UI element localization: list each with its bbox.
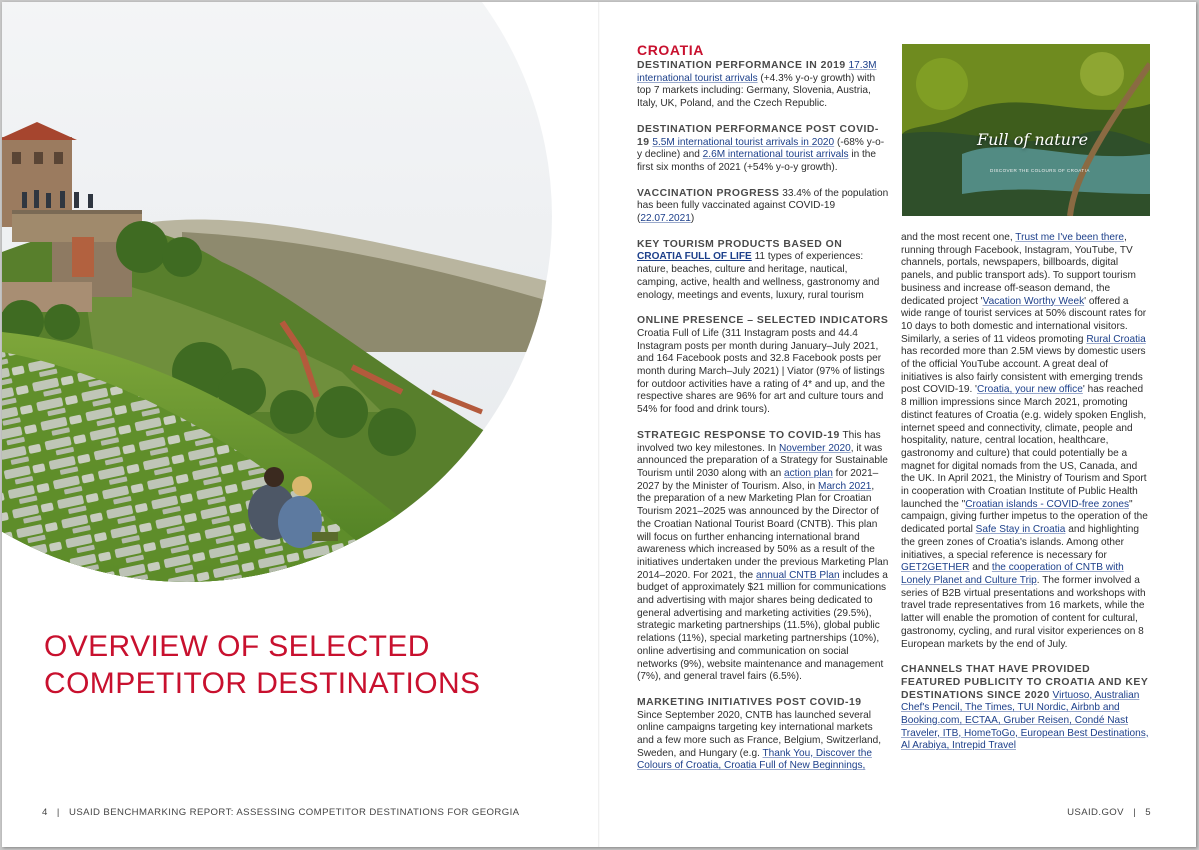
page-headline: [44, 628, 564, 702]
link-your-new-office[interactable]: Croatia, your new office: [976, 384, 1083, 396]
link-november-2020[interactable]: November 2020: [778, 442, 851, 454]
right-column-1: [637, 42, 889, 773]
photo-illustration: [2, 2, 552, 582]
section-key-products: [637, 239, 889, 303]
link-covid-free-zones[interactable]: Croatian islands - COVID-free zones: [965, 498, 1130, 510]
section-heading: MARKETING INITIATIVES POST COVID-19: [637, 696, 862, 708]
section-heading: VACCINATION PROGRESS: [637, 187, 780, 199]
section-text: (-68% y-o-y decline) and: [637, 136, 885, 161]
section-text: and highlighting the green zones of Croatia's islands. Among other initiatives, a special reference is necessary for: [901, 524, 1139, 561]
link-vaccination-date[interactable]: 22.07.2021: [640, 213, 691, 225]
section-heading: KEY TOURISM PRODUCTS BASED ON: [637, 238, 843, 250]
section-text: This has involved two key milestones. In: [637, 429, 881, 454]
right-column-2: [901, 232, 1151, 753]
link-trust-me[interactable]: Trust me I've been there: [1015, 232, 1125, 243]
section-text: Since September 2020, CNTB has launched several online campaigns targeting key international markets and a few more such as France, Belgium, Switzerland, Sweden, and Hungary (e.g.: [637, 709, 882, 759]
section-text: 11 types of experiences: nature, beaches, culture and heritage, nautical, camping, active, health and wellness, gastronomy and enology, meetings and events, luxury, rural tourism: [637, 251, 880, 301]
section-strategic-response: [637, 430, 889, 684]
link-lonely-planet[interactable]: the cooperation of CNTB with Lonely Planet and Culture Trip: [901, 562, 1124, 586]
section-text: " campaign, giving further impetus to the operation of the dedicated portal: [901, 498, 1148, 536]
section-heading: CHANNELS THAT HAVE PROVIDED FEATURED PUBLICITY TO CROATIA AND KEY DESTINATIONS SINCE 2020: [901, 664, 1149, 701]
section-online-presence: [637, 315, 889, 417]
section-vaccination: [637, 188, 889, 226]
headline-line-1: OVERVIEW OF SELECTED: [44, 630, 430, 663]
section-heading: STRATEGIC RESPONSE TO COVID-19: [637, 429, 840, 441]
section-heading: DESTINATION PERFORMANCE IN 2019: [637, 60, 846, 71]
report-spread: [2, 2, 1196, 847]
section-text: and: [969, 562, 992, 574]
thumbnail-title: Full of nature: [977, 130, 1089, 149]
right-page-footer: USAID.GOV | 5: [1067, 807, 1151, 818]
section-text: ' offered a wide range of tourist services at 50% discount rates for 10 days to both domestic and international visitors. Similarly, a series of 11 videos promoting: [901, 295, 1147, 345]
section-marketing-initiatives-cont: [901, 232, 1151, 651]
page-gutter: [598, 2, 600, 847]
section-featured-channels: [901, 664, 1151, 753]
section-text: 33.4% of the population has been fully vaccinated against COVID-19 (: [637, 187, 889, 225]
section-performance-post-covid: [637, 124, 889, 175]
section-text: (+4.3% y-o-y growth) with top 7 markets including: Germany, Slovenia, Austria, Italy, UK, Poland, and the Czech Republic.: [637, 72, 876, 110]
section-marketing-initiatives-start: [637, 697, 889, 773]
country-title: CROATIA: [637, 42, 704, 58]
hillside-terrace-photo: [2, 2, 552, 582]
link-rural-croatia[interactable]: Rural Croatia: [1086, 333, 1146, 345]
left-page-footer: 4 | USAID BENCHMARKING REPORT: ASSESSING COMPETITOR DESTINATIONS FOR GEORGIA: [42, 807, 520, 818]
section-text: ' has reached 8 million impressions since March 2021, promoting distinct features of Croatia (e.g. widely spoken English, internet speed and connectivity, climate, people and hospitality, nature, central location, healthcare, gastronomy and culture) that could potentially be a magnet for digital nomads from the US, Canada, and the UK. In April 2021, the Ministry of Tourism and Sport in cooperation with Croatian Institute of Public Health launched the ": [901, 384, 1147, 510]
section-text: has recorded more than 2.5M views by domestic users of the official YouTube account. A great deal of initiatives is also fairly consistent with emerging trends post COVID-19. ': [901, 346, 1146, 396]
section-heading: DESTINATION PERFORMANCE POST COVID-19: [637, 123, 879, 148]
link-arrivals-2020[interactable]: 5.5M international tourist arrivals in 2020: [652, 136, 835, 148]
thumbnail-subtitle: DISCOVER THE COLOURS OF CROATIA: [990, 168, 1090, 173]
link-croatia-full-of-life[interactable]: CROATIA FULL OF LIFE: [637, 251, 752, 263]
section-text: for 2021–2027 by the Minister of Tourism. Also, in: [637, 467, 879, 492]
link-arrivals-2021[interactable]: 2.6M international tourist arrivals: [702, 149, 849, 161]
section-text: . The former involved a series of B2B virtual presentations and workshops with travel trade representatives from 16 markets, while the latter will enable the promotion of content for cultural, gastronomy, cycling, and rural visitor experiences on 8 European markets by the end of July.: [901, 574, 1146, 650]
section-text: , the preparation of a new Marketing Plan for Croatian Tourism 2021–2025 was announced by the Director of the Croatian National Tourist Board (CNTB). This plan will focus on further enhancing international brand awareness which increased by 50% as a result of the initiatives undertaken under the previous Marketing Plan 2014–2020. For 2021, the: [637, 480, 889, 581]
link-action-plan[interactable]: action plan: [784, 467, 833, 479]
section-text: Croatia Full of Life (311 Instagram posts and 44.4 Instagram posts per month during January–July 2021, and 164 Facebook posts and 32.8 Facebook posts per month during March–July 2021) | Viator (97% of listings for outdoor activities have a rating of 4* and up, and the respective shares are 96% for art and culture tours and 54% for food and drink tours).: [637, 327, 886, 416]
link-campaign-names[interactable]: Thank You, Discover the Colours of Croatia, Croatia Full of New Beginnings,: [637, 747, 872, 772]
section-text: and the most recent one,: [901, 232, 1016, 243]
link-arrivals-2019[interactable]: 17.3M international tourist arrivals: [637, 60, 877, 84]
link-annual-cntb-plan[interactable]: annual CNTB Plan: [755, 569, 840, 581]
section-text: , it was announced the preparation of a Strategy for Sustainable Tourism until 2030 along with an: [637, 442, 888, 479]
link-safe-stay[interactable]: Safe Stay in Croatia: [975, 524, 1066, 536]
section-performance-2019: [637, 60, 889, 111]
link-get2gether[interactable]: GET2GETHER: [901, 562, 970, 574]
section-text: in the first six months of 2021 (+54% y-o-y growth).: [637, 149, 877, 173]
section-text: includes a budget of approximately $21 million for communications and advertising with major shares being dedicated to general advertising and marketing activities (29.5%), strategic marketing partnerships (11.5%), global public relations (11%), special marketing partnerships (10%), online advertising and communication on social networks (9%), website maintenance and management (7%), and general travel fairs (6.5%).: [637, 569, 888, 683]
link-channels[interactable]: Virtuoso, Australian Chef's Pencil, The Times, TUI Nordic, Airbnb and Booking.com, ECTAA, Gruber Reisen, Condé Nast Traveler, ITB, HomeToGo, European Best Destinations, Al Arabiya, Intrepid Travel: [901, 689, 1149, 752]
link-march-2021[interactable]: March 2021: [818, 480, 872, 492]
headline-line-2: COMPETITOR DESTINATIONS: [44, 667, 481, 700]
section-text: ): [690, 213, 695, 225]
section-text: , running through Facebook, Instagram, YouTube, TV channels, portals, newspapers, billboards, digital panels, and public transport ads). To support tourism business and increase off-season demand, the dedicated project ': [901, 232, 1136, 307]
link-vacation-worthy-week[interactable]: Vacation Worthy Week: [982, 295, 1085, 307]
full-of-nature-thumbnail: [902, 44, 1150, 216]
section-heading: ONLINE PRESENCE – SELECTED INDICATORS: [637, 315, 889, 327]
